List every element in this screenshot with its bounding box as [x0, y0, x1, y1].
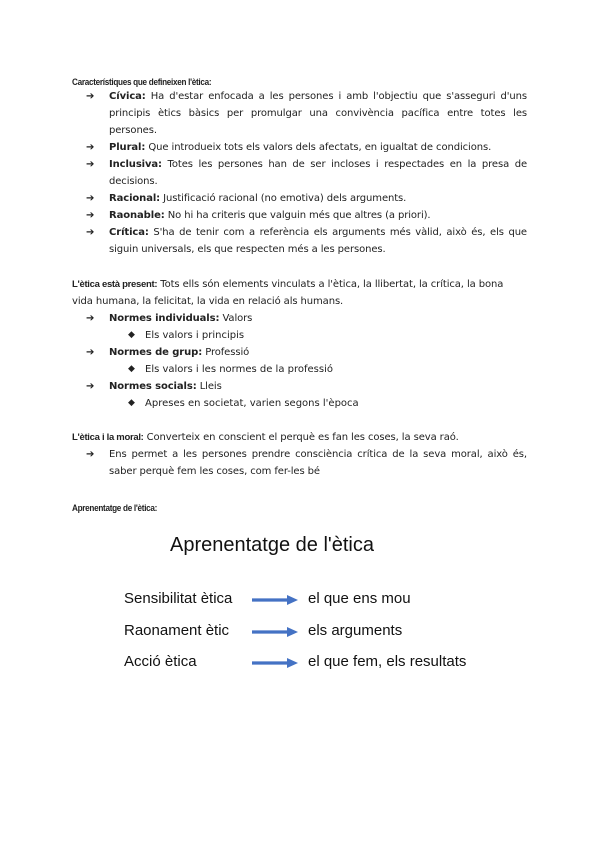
- term: Plural:: [109, 142, 146, 153]
- diamond-bullet-icon: ◆: [128, 330, 135, 340]
- item-text: Lleis: [196, 381, 222, 392]
- item-text: S'ha de tenir com a referència els arguments més vàlid, això és, els que siguin universals, els que respecten més a les persones.: [109, 227, 527, 255]
- paragraph-text: Tots ells són elements vinculats a l'ètica, la llibertat, la crítica, la bona vida humana, la felicitat, la vida en relació als humans.: [72, 279, 504, 307]
- item-text: Que introdueix tots els valors dels afectats, en igualtat de condicions.: [145, 142, 492, 153]
- right-arrow-icon: [252, 593, 298, 607]
- section-heading: Característiques que defineixen l'ètica:: [72, 77, 212, 88]
- term: Normes individuals:: [109, 313, 220, 324]
- arrow-bullet-icon: ➔: [86, 381, 95, 392]
- item-text: Valors: [219, 313, 253, 324]
- diamond-bullet-icon: ◆: [128, 364, 135, 374]
- item-text: Justificació racional (no emotiva) dels arguments.: [160, 193, 407, 204]
- sub-list: [72, 395, 527, 412]
- diagram-title: Aprenentatge de l'ètica: [170, 534, 374, 556]
- list-item: [72, 156, 527, 190]
- right-arrow-icon: [252, 656, 298, 670]
- list-item: [72, 344, 527, 361]
- term: Crítica:: [109, 227, 149, 238]
- sub-item-text: Els valors i principis: [145, 330, 245, 341]
- diagram-row: [124, 622, 504, 642]
- list-item: [72, 310, 527, 327]
- item-text: Ha d'estar enfocada a les persones i amb l'objectiu que s'asseguri d'uns principis ètics bàsics per promulgar una convivència pacífica entre totes les persones.: [109, 91, 527, 136]
- section-ethics-present: [72, 276, 527, 412]
- list-item: [72, 190, 527, 207]
- diagram-row-right: el que fem, els resultats: [308, 653, 467, 670]
- term: Normes socials:: [109, 381, 197, 392]
- item-text: Professió: [202, 347, 250, 358]
- diagram-row-left: Acció ètica: [124, 653, 197, 670]
- list-item: [72, 224, 527, 258]
- section-heading: L'ètica està present:: [72, 279, 158, 290]
- arrow-bullet-icon: ➔: [86, 142, 95, 153]
- paragraph: [72, 429, 527, 446]
- section-ethics-moral: [72, 429, 527, 480]
- moral-list: [72, 446, 527, 480]
- term: Inclusiva:: [109, 159, 162, 170]
- sub-list: [72, 327, 527, 344]
- sub-list-item: [109, 361, 527, 378]
- arrow-bullet-icon: ➔: [86, 313, 95, 324]
- document-content: [72, 71, 527, 514]
- learning-diagram: [120, 528, 500, 678]
- arrow-bullet-icon: ➔: [86, 210, 95, 221]
- characteristics-list: [72, 88, 527, 258]
- sub-item-text: Apreses en societat, varien segons l'època: [145, 398, 359, 409]
- list-item: [72, 446, 527, 480]
- arrow-bullet-icon: ➔: [86, 193, 95, 204]
- norms-list: [72, 378, 527, 395]
- sub-list-item: [109, 395, 527, 412]
- item-text: No hi ha criteris que valguin més que altres (a priori).: [164, 210, 431, 221]
- arrow-bullet-icon: ➔: [86, 227, 95, 238]
- arrow-bullet-icon: ➔: [86, 159, 95, 170]
- term: Cívica:: [109, 91, 146, 102]
- paragraph: [72, 276, 527, 310]
- item-text: Totes les persones han de ser incloses i respectades en la presa de decisions.: [109, 159, 527, 187]
- sub-item-text: Els valors i les normes de la professió: [145, 364, 333, 375]
- list-item: [72, 88, 527, 139]
- diagram-row-right: el que ens mou: [308, 590, 411, 607]
- section-heading: L'ètica i la moral:: [72, 432, 144, 443]
- section-heading: Aprenentatge de l'ètica:: [72, 503, 158, 514]
- sub-list: [72, 361, 527, 378]
- diagram-row-right: els arguments: [308, 622, 403, 639]
- norms-list: [72, 310, 527, 327]
- norms-list: [72, 344, 527, 361]
- arrow-bullet-icon: ➔: [86, 91, 95, 102]
- arrow-bullet-icon: ➔: [86, 449, 95, 460]
- diagram-row-left: Sensibilitat ètica: [124, 590, 233, 607]
- term: Raonable:: [109, 210, 165, 221]
- diamond-bullet-icon: ◆: [128, 398, 135, 408]
- diagram-row: [124, 653, 504, 673]
- term: Normes de grup:: [109, 347, 203, 358]
- arrow-bullet-icon: ➔: [86, 347, 95, 358]
- section-characteristics: [72, 71, 527, 258]
- item-text: Ens permet a les persones prendre consciència crítica de la seva moral, això és, saber perquè fem les coses, com fer-les bé: [109, 449, 527, 477]
- section-learning: [72, 497, 527, 514]
- sub-list-item: [109, 327, 527, 344]
- diagram-row-left: Raonament ètic: [124, 622, 230, 639]
- term: Racional:: [109, 193, 161, 204]
- right-arrow-icon: [252, 625, 298, 639]
- paragraph-text: Converteix en conscient el perquè es fan les coses, la seva raó.: [143, 432, 459, 443]
- list-item: [72, 207, 527, 224]
- diagram-row: [124, 590, 504, 610]
- list-item: [72, 378, 527, 395]
- list-item: [72, 139, 527, 156]
